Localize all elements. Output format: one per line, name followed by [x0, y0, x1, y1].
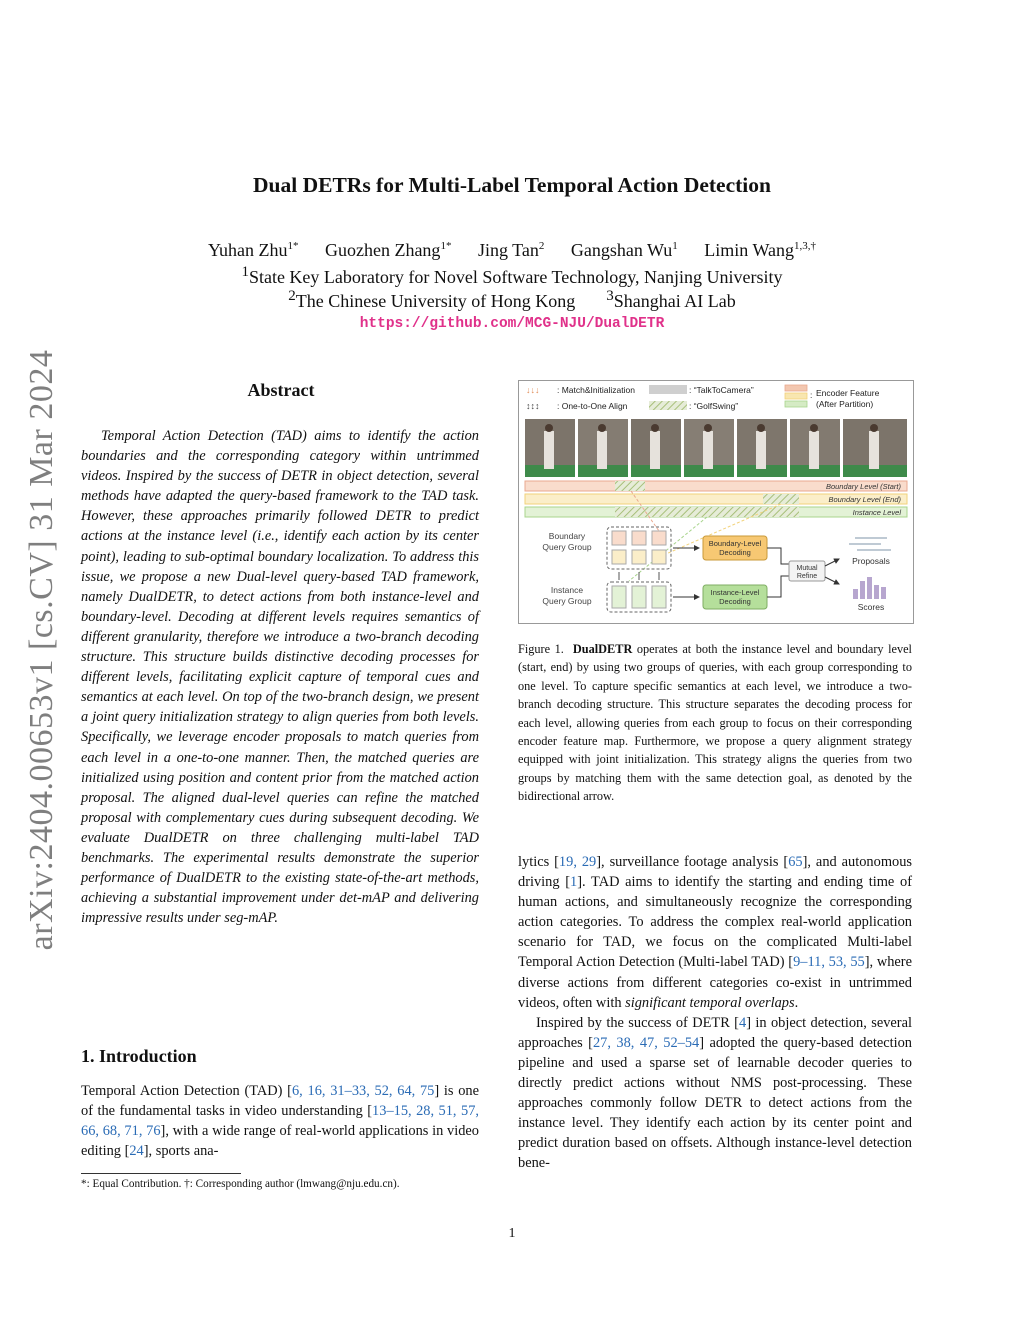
golfswing-segment — [763, 494, 799, 504]
footnote: *: Equal Contribution. †: Corresponding author (lmwang@nju.edu.cn). — [81, 1178, 400, 1190]
emphasis-text: significant temporal overlaps — [625, 994, 795, 1011]
paper-title: Dual DETRs for Multi-Label Temporal Action Detection — [253, 173, 771, 197]
decoder-label: Decoding — [719, 548, 751, 557]
author — [325, 240, 451, 261]
legend-swatch — [649, 385, 687, 394]
paragraph — [518, 1013, 912, 1174]
abstract-text: Temporal Action Detection (TAD) aims to identify the action boundaries and the corresponding category within untrimmed videos. Inspired by the success of DETR in object detection, several methods have adapted the query-based framework to the TAD task. However, these approaches primarily followed DETR to predict actions at the instance level (i.e., identify each action by its center point), leading to sub-optimal boundary localization. To address this issue, we propose a new Dual-level query-based TAD framework, namely DualDETR, to detect actions from both instance-level and boundary-level. Decoding at different levels requires semantics of different granularity, therefore we introduce a two-branch decoding structure. This structure builds distinctive decoding processes for different levels, facilitating explicit capture of temporal cues and semantics at each level. On top of the two-branch design, we present a joint query initialization strategy to align queries from both levels. Specifically, we leverage encoder proposals to match queries from each level in a one-to-one manner. Then, the matched queries are initialized using position and content prior from the matched action proposal. The aligned dual-level queries can refine the matched proposal with complementary cues during subsequent decoding. We evaluate DualDETR on three challenging multi-label TAD benchmarks. The experimental results demonstrate the superior performance of DualDETR to the existing state-of-the-art methods, achieving a substantial improvement under det-mAP and delivering impressive results under seg-mAP. — [81, 428, 479, 927]
align-arrows — [619, 572, 659, 580]
group-label: Query Group — [542, 542, 592, 552]
arxiv-stamp: arXiv:2404.00653v1 [cs.CV] 31 Mar 2024 — [23, 349, 60, 951]
author — [704, 240, 816, 261]
boundary-level-decoding — [673, 536, 767, 560]
output-label: Scores — [857, 602, 885, 612]
mutual-refine-label: Refine — [796, 573, 818, 580]
citation-link[interactable]: 65 — [788, 854, 803, 870]
caption-text: operates at both the instance level and boundary level (start, end) by using two groups of queries, with each group corresponding to one level. To capture specific semantics at each level, we introduce a two-branch decoding structure. This structure separates the decoding process for each level, allowing queries from each group to focus on their corresponding encoder feature map. Furthermore, we propose a query alignment strategy equipped with joint initialization. This strategy aligns the queries from two groups by matching them with the same detection goal, as denoted by the bidirectional arrow. — [518, 642, 912, 804]
figure-1-diagram — [518, 380, 914, 624]
video-frame — [578, 419, 628, 477]
affiliation-text: The Chinese University of Hong Kong — [295, 291, 576, 311]
mutual-refine — [767, 548, 839, 597]
method-name: DualDETR — [572, 642, 633, 656]
author — [478, 240, 544, 261]
boundary-query-group — [542, 527, 671, 569]
legend-label: : “GolfSwing” — [689, 401, 739, 411]
legend-label: : “TalkToCamera” — [689, 385, 754, 395]
author-affiliation-mark: 1 — [672, 240, 678, 252]
intro-paragraph — [81, 1081, 479, 1161]
bar-label: Boundary Level (End) — [828, 495, 901, 504]
video-frame — [525, 419, 575, 477]
figure-1-svg — [519, 381, 913, 623]
video-frame — [737, 419, 787, 477]
affiliation-mark: 3 — [606, 288, 614, 304]
body-text: . — [794, 994, 799, 1011]
author-list — [0, 240, 1024, 261]
instance-level-decoding — [673, 585, 767, 609]
legend-swatch — [785, 401, 807, 407]
abstract-heading: Abstract — [247, 380, 315, 400]
author-affiliation-mark: 2 — [538, 240, 545, 252]
citation-link[interactable]: 1 — [570, 874, 578, 891]
body-text: ] is one of the fundamental tasks in video understanding [ — [81, 1083, 480, 1120]
paragraph — [518, 852, 912, 1013]
citation-link[interactable]: 19, 29 — [558, 854, 597, 870]
body-text: ], sports ana- — [143, 1143, 219, 1160]
legend-label: (After Partition) — [816, 399, 874, 409]
instance-query-group — [542, 582, 671, 612]
legend-swatch — [649, 401, 687, 410]
group-label: Boundary — [548, 531, 586, 541]
author-name: Jing Tan — [477, 240, 539, 260]
citation-link[interactable]: 9–11, 53, 55 — [793, 954, 865, 971]
author-affiliation-mark: 1* — [440, 240, 452, 252]
bidirectional-arrow-icon: ↕↕↕ — [526, 401, 540, 411]
group-label: Query Group — [542, 596, 592, 606]
body-text: ], where diverse actions from different categories co-exist in untrimmed videos, often with — [518, 954, 912, 1011]
mutual-refine-label: Mutual — [796, 565, 818, 572]
body-text: ]. TAD aims to identify the starting and ending time of human actions, and simultaneously recognize the corresponding action categories. To address the complex real-world application scenario for TAD, we focus on the complicated Multi-label Temporal Action Detection (Multi-label TAD) [ — [518, 874, 912, 971]
body-text: ] adopted the query-based detection pipeline and used a sparse set of learnable decoder queries to directly predict actions without NMS post-processing. These approaches commonly follow DETR to detect actions from the instance level. They identify each action by its center point and predict duration based on offsets. Although instance-level detection bene- — [518, 1034, 912, 1172]
video-frame — [843, 419, 907, 477]
video-frame — [790, 419, 840, 477]
affiliation-text: Shanghai AI Lab — [613, 291, 736, 311]
affiliation-line — [0, 288, 1024, 312]
output-label: Proposals — [852, 556, 890, 566]
video-frame — [631, 419, 681, 477]
group-label: Instance — [550, 585, 584, 595]
legend-label: : One-to-One Align — [557, 401, 628, 411]
author-name: Yuhan Zhu — [207, 240, 288, 260]
citation-link[interactable]: 6, 16, 31–33, 52, 64, 75 — [291, 1083, 435, 1099]
right-column-body — [518, 852, 912, 1174]
author — [571, 240, 678, 261]
author-name: Guozhen Zhang — [324, 240, 441, 260]
legend-colon: : — [810, 390, 813, 400]
code-url-link[interactable]: https://github.com/MCG-NJU/DualDETR — [359, 316, 665, 332]
body-text: Temporal Action Detection (TAD) [ — [81, 1083, 292, 1099]
body-text: ], and autonomous driving [ — [518, 854, 913, 891]
author-name: Gangshan Wu — [570, 240, 673, 260]
decoder-label: Instance-Level — [710, 588, 760, 597]
figure-label: Figure 1. — [518, 642, 564, 656]
body-text: lytics [ — [518, 854, 559, 870]
proposals-output — [849, 538, 891, 566]
video-frame — [684, 419, 734, 477]
feature-bars — [525, 481, 907, 517]
decoder-label: Boundary-Level — [708, 539, 762, 548]
citation-link[interactable]: 27, 38, 47, 52–54 — [592, 1034, 700, 1051]
affiliation-mark: 2 — [288, 288, 296, 304]
affiliation-text: State Key Laboratory for Novel Software Technology, Nanjing University — [248, 267, 783, 287]
legend-label: Encoder Feature — [816, 388, 880, 398]
citation-link[interactable]: 24 — [129, 1143, 144, 1160]
citation-link[interactable]: 4 — [738, 1014, 747, 1031]
affiliation-mark: 1 — [241, 264, 249, 280]
author — [208, 240, 299, 261]
author-name: Limin Wang — [704, 240, 795, 260]
footnote-divider — [81, 1173, 241, 1174]
decoder-label: Decoding — [719, 597, 751, 606]
bar-label: Instance Level — [852, 508, 901, 517]
legend-label: : Match&Initialization — [557, 385, 635, 395]
body-text: Inspired by the success of DETR [ — [536, 1014, 739, 1031]
author-affiliation-mark: 1,3,† — [794, 240, 817, 252]
section-heading-introduction: 1. Introduction — [81, 1046, 197, 1066]
figure-legend — [526, 385, 880, 411]
author-affiliation-mark: 1* — [287, 240, 299, 252]
video-frames — [525, 419, 907, 477]
body-text: ], surveillance footage analysis [ — [596, 854, 789, 870]
bar-label: Boundary Level (Start) — [825, 482, 901, 491]
body-text: ], with a wide range of real-world applications in video editing [ — [81, 1123, 479, 1160]
body-text: ] in object detection, several approaches [ — [518, 1014, 912, 1051]
page-number: 1 — [508, 1226, 516, 1241]
match-arrow-icon: ↓↓↓ — [526, 385, 540, 395]
affiliation-line — [0, 264, 1024, 288]
golfswing-segment — [615, 481, 645, 491]
legend-swatch — [785, 393, 807, 399]
figure-caption — [518, 640, 912, 806]
scores-output — [853, 577, 886, 612]
citation-link[interactable]: 13–15, 28, 51, 57, 66, 68, 71, 76 — [81, 1103, 479, 1140]
legend-swatch — [785, 385, 807, 391]
